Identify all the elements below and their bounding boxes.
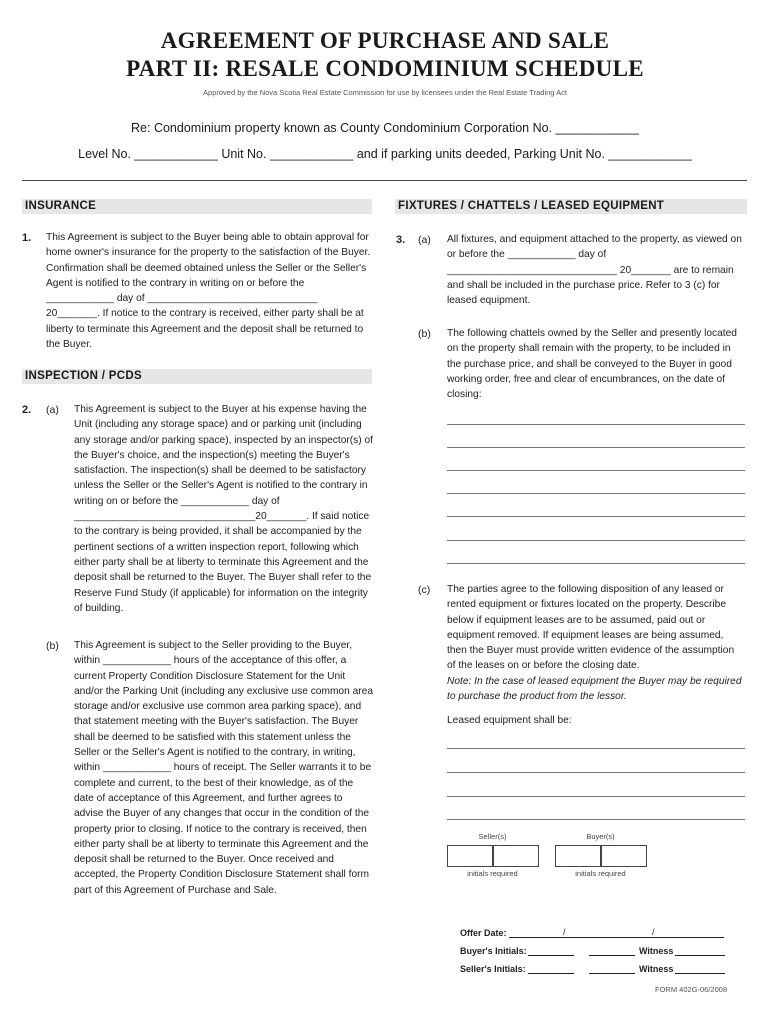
buyers-witness-label: Witness — [639, 946, 674, 956]
buyers-initials-line[interactable] — [528, 955, 574, 956]
sellers-initials-footer-label: Seller's Initials: — [460, 964, 526, 974]
offer-date-line[interactable] — [509, 937, 724, 938]
title-line-2: PART II: RESALE CONDOMINIUM SCHEDULE — [126, 56, 644, 81]
buyers-initials-footer-label: Buyer's Initials: — [460, 946, 527, 956]
leased-line-4[interactable] — [447, 819, 745, 820]
buyer-initials-box-2[interactable] — [601, 845, 647, 867]
seller-initials-box-1[interactable] — [447, 845, 493, 867]
buyers-initials-required: initials required — [575, 869, 626, 878]
sellers-witness-line[interactable] — [675, 973, 725, 974]
buyers-initials-label: Buyer(s) — [586, 832, 615, 841]
chattels-line-2[interactable] — [447, 447, 745, 448]
sellers-initials-label: Seller(s) — [478, 832, 507, 841]
clause-2-number: 2. — [22, 404, 32, 416]
buyers-initials-line-2[interactable] — [589, 955, 635, 956]
buyers-witness-line[interactable] — [675, 955, 725, 956]
re-line: Re: Condominium property known as County Condominium Corporation No. ____________ — [131, 121, 639, 135]
chattels-text: The following chattels owned by the Seller and presently located on the property shall remain with the property, to be included in the purchase price, and shall be conveyed to the Buyer in good working order, free and clear of encumbrances, on the date of closing: — [447, 328, 737, 401]
approval-note: Approved by the Nova Scotia Real Estate Commission for use by licensees under the Real Estate Trading Act — [203, 88, 567, 97]
leased-line-3[interactable] — [447, 796, 745, 797]
leased-equipment-label: Leased equipment shall be: — [447, 715, 572, 726]
sellers-initials-line-2[interactable] — [589, 973, 635, 974]
inspection-b-text: This Agreement is subject to the Seller providing to the Buyer, within ____________ hours of the acceptance of this offer, a current Property Condition Disclosure Statement for the Unit and/or the Parking Unit (including any exclusive use common area storage and/or exclusive use common area parking space), and that statement meeting with the Buyer's satisfaction. The Buyer shall be deemed to be satisfied with this statement unless the Seller or the Seller's Agent is notified to the contrary, in writing, within ____________ hours of receipt. The Seller warrants it to be complete and current, to the best of their knowledge, as of the date of acceptance of this Agreement, and further agrees to advise the Buyer of any changes that occur in the condition of the property prior to closing. If notice to the contrary is received, then either party shall be at liberty to terminate this Agreement and the deposit shall be returned to the Buyer. Once received and accepted, the Property Condition Disclosure Statement shall form part of this Agreement of Purchase and Sale. — [74, 640, 373, 896]
fixtures-a-text: All fixtures, and equipment attached to the property, as viewed on or before the ____________ day of ______________________________ 20_______ are to remain and shall be included in the purchase price. Refer to 3 (c) for leased equipment. — [447, 234, 742, 307]
insurance-text: This Agreement is subject to the Buyer being able to obtain approval for home owner's insurance for the property to the satisfaction of the Buyer. Confirmation shall be deemed obtained unless the Seller or the Seller's Agent is notified to the contrary in writing on or before the ____________ day of ______________________________ 20_______. If notice to the contrary is received, either party shall be at liberty to terminate this Agreement and the deposit shall be returned to the Buyer. — [46, 232, 371, 351]
insurance-heading: INSURANCE — [22, 199, 372, 214]
chattels-line-7[interactable] — [447, 563, 745, 564]
offer-date-slash-2: / — [652, 927, 655, 937]
inspection-heading: INSPECTION / PCDS — [22, 369, 372, 384]
clause-3a-label: (a) — [418, 234, 431, 246]
leased-equipment-text: The parties agree to the following disposition of any leased or rented equipment or fixtures located on the property. Describe below if equipment leases are to be assumed, paid out or equipment removed. If equipment leases are being assumed, then the Buyer must provide written evidence of the assumption of the leases on or before the closing date. — [447, 584, 735, 672]
leased-line-2[interactable] — [447, 772, 745, 773]
title-line-1: AGREEMENT OF PURCHASE AND SALE — [160, 28, 610, 53]
form-number: FORM 402G-06/2008 — [655, 985, 728, 994]
header-divider — [22, 180, 747, 181]
sellers-witness-label: Witness — [639, 964, 674, 974]
buyer-initials-box-1[interactable] — [555, 845, 601, 867]
offer-date-label: Offer Date: — [460, 928, 507, 938]
chattels-line-5[interactable] — [447, 516, 745, 517]
level-unit-line: Level No. ____________ Unit No. ____________ and if parking units deeded, Parking Unit No. ____________ — [78, 147, 692, 161]
chattels-line-1[interactable] — [447, 424, 745, 425]
sellers-initials-line[interactable] — [528, 973, 574, 974]
offer-date-slash-1: / — [563, 927, 566, 937]
leased-line-1[interactable] — [447, 748, 745, 749]
fixtures-heading: FIXTURES / CHATTELS / LEASED EQUIPMENT — [395, 199, 747, 214]
sellers-initials-required: initials required — [467, 869, 518, 878]
chattels-line-6[interactable] — [447, 540, 745, 541]
clause-3b-label: (b) — [418, 328, 431, 340]
chattels-line-3[interactable] — [447, 470, 745, 471]
seller-initials-box-2[interactable] — [493, 845, 539, 867]
chattels-line-4[interactable] — [447, 493, 745, 494]
clause-2a-label: (a) — [46, 404, 59, 416]
clause-2b-label: (b) — [46, 640, 59, 652]
inspection-a-text: This Agreement is subject to the Buyer at his expense having the Unit (including any storage space) and or parking unit (including any storage and/or parking space), inspected by an inspector(s) of the Buyer's choice, and the inspection(s) meeting the Buyer's satisfaction. The inspection(s) shall be deemed to be satisfactory unless the Seller or the Seller's Agent is notified to the contrary in writing on or before the ____________ day of ________________________________20_______. If said notice to the contrary is being provided, it shall be accompanied by the pertinent sections of a written inspection report, following which either party shall be at liberty to terminate this Agreement and the deposit shall be returned to the Buyer. The Buyer shall refer to the Reserve Fund Study (if applicable) for information on the integrity of building. — [74, 404, 373, 614]
leased-equipment-note: Note: In the case of leased equipment the Buyer may be required to purchase the product from the lessor. — [447, 676, 742, 703]
clause-3c-label: (c) — [418, 584, 431, 596]
clause-1-number: 1. — [22, 232, 32, 244]
clause-3-number: 3. — [396, 234, 406, 246]
